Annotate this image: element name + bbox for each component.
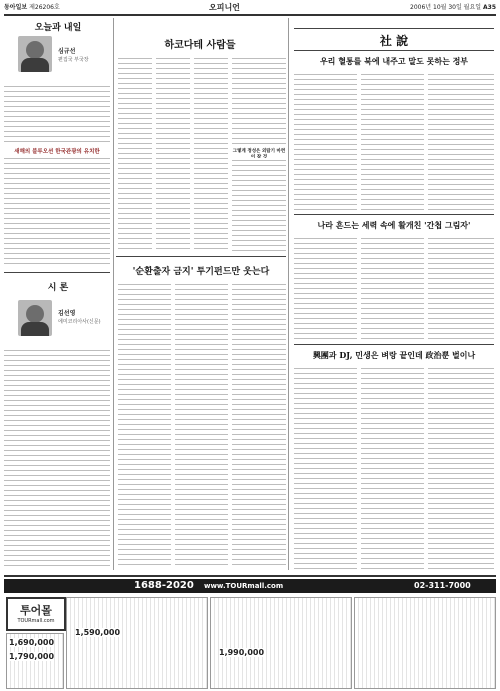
author-role: 편집국 부국장 xyxy=(58,57,89,63)
article-text xyxy=(294,366,357,570)
paper-name: 동아일보 제26206호 xyxy=(4,4,60,11)
ad-phone-2: 02-311-7000 xyxy=(414,581,471,590)
article-text xyxy=(361,366,424,570)
cartoon-headline: 하코다테 사람들 xyxy=(164,40,236,51)
ad-block xyxy=(210,597,352,689)
article-text xyxy=(156,56,190,252)
author-name: 심규선 xyxy=(58,48,76,55)
editorial-title: 社 說 xyxy=(379,34,409,48)
article-text xyxy=(294,236,357,340)
article-text xyxy=(232,56,286,146)
sirong-author-name: 김선영 xyxy=(58,310,76,317)
article-text xyxy=(118,56,152,252)
section-title: 오피니언 xyxy=(209,3,240,12)
ad-brand-sub: TOURmall.com xyxy=(17,618,55,624)
ad-banner xyxy=(4,579,496,593)
editorial-3-headline: 興團과 DJ, 민생은 벼랑 끝인데 政治뿐 벌이나 xyxy=(312,350,476,360)
author-photo xyxy=(18,300,52,336)
editorial-1-headline: 우리 혈통를 북에 내주고 말도 못하는 정부 xyxy=(319,56,469,66)
ad-brand: 투어몰 xyxy=(20,604,52,617)
ad-price: 1,690,000 xyxy=(9,638,55,647)
ad-price: 1,590,000 xyxy=(75,628,121,637)
article-text xyxy=(361,72,424,210)
article-text xyxy=(428,72,494,210)
today-column-title: 오늘과 내일 xyxy=(34,23,82,33)
page-header xyxy=(4,2,496,16)
ad-price: 1,790,000 xyxy=(9,652,55,661)
article-text xyxy=(294,72,357,210)
article-text xyxy=(118,282,171,568)
article-text xyxy=(428,366,494,570)
ad-block xyxy=(6,633,64,689)
sirong-author-role: 에미코리아사(신문) xyxy=(58,319,101,325)
ad-block xyxy=(354,597,496,689)
article-text xyxy=(428,236,494,340)
article-text xyxy=(232,158,286,252)
header-date: 2006년 10월 30일 월요일 A35 xyxy=(410,4,496,11)
ad-block xyxy=(66,597,208,689)
ad-price: 1,990,000 xyxy=(219,648,265,657)
article-text xyxy=(4,348,110,570)
today-subhead: 새해의 블루오션 한국관광의 유치한 xyxy=(14,149,100,155)
ad-phone: 1688-2020 xyxy=(134,580,194,591)
cartoon-subhead: 그렇게 정성은 외랍기 마련 xyxy=(232,149,286,154)
article-text xyxy=(194,56,228,252)
article-text xyxy=(175,282,228,568)
author-photo xyxy=(18,36,52,72)
advertisement xyxy=(4,575,496,691)
article-text xyxy=(361,236,424,340)
article-text xyxy=(232,282,286,568)
article-text xyxy=(4,156,110,266)
article-text xyxy=(4,84,110,144)
editorial-2-headline: 나라 흔드는 세력 속에 활개친 '간첩 그림자' xyxy=(317,220,471,230)
ad-url: www.TOURmall.com xyxy=(204,582,284,590)
ad-brand-box xyxy=(6,597,66,631)
sirong-headline: '순환출자 금지' 투기펀드만 웃는다 xyxy=(132,267,270,277)
sirong-title: 시 론 xyxy=(47,283,69,293)
